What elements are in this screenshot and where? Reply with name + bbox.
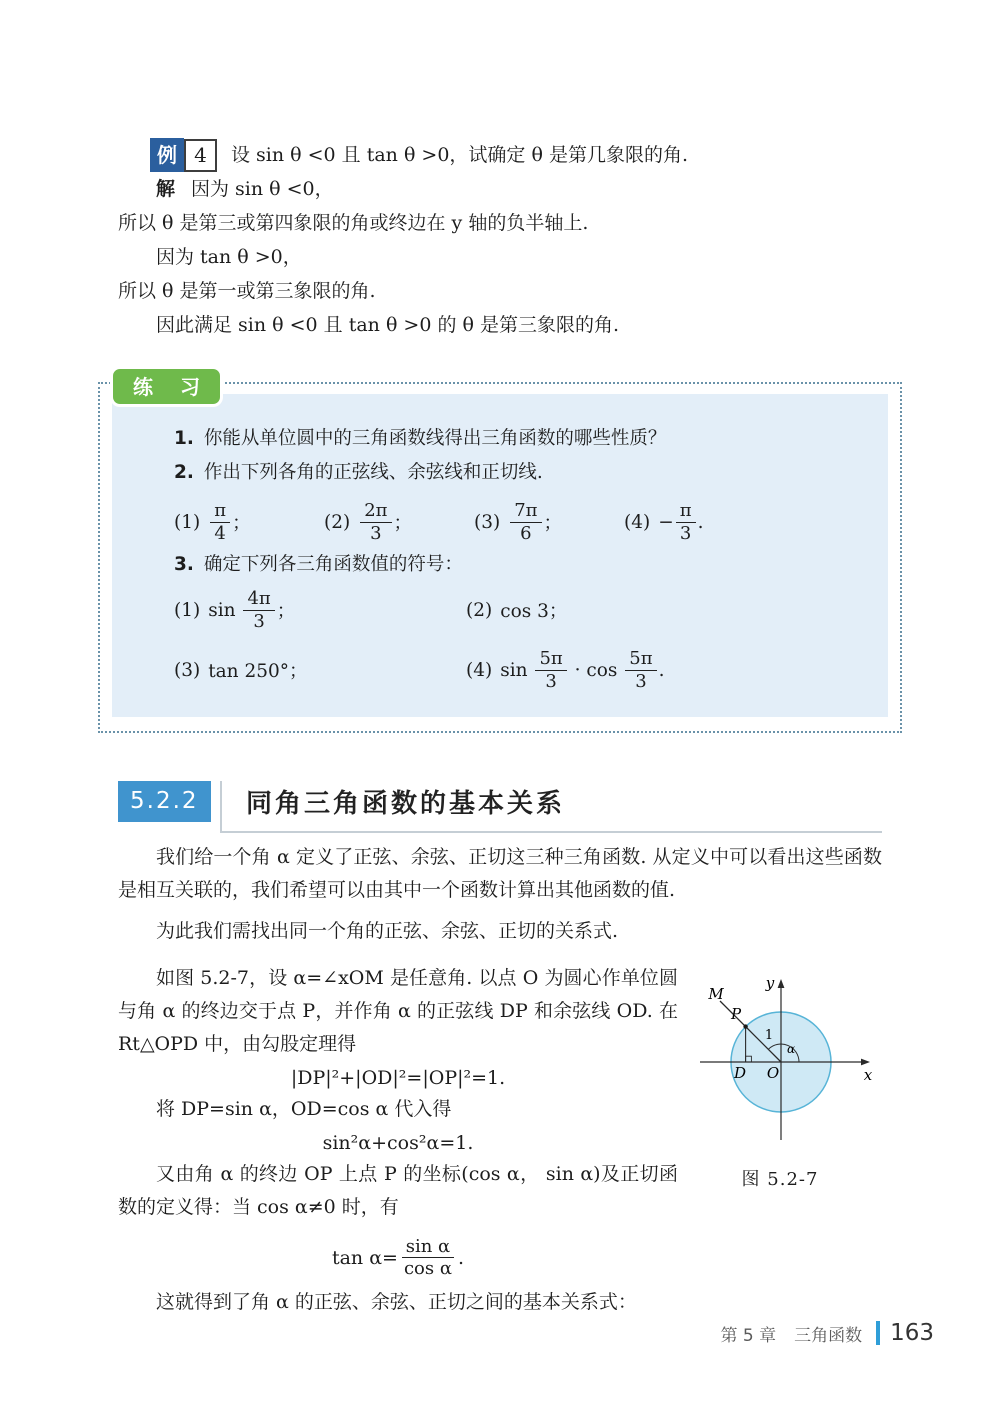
label-y: y	[765, 973, 775, 992]
unit-circle-figure	[678, 962, 882, 1147]
q1-number: 1.	[174, 428, 194, 449]
section-number-badge: 5.2.2	[118, 781, 211, 822]
y-axis-arrow-icon	[778, 979, 785, 988]
q2-item-3: (3) $\frac{7\pi}{6}$ ；	[474, 500, 563, 544]
q2-item-1-label: (1)	[174, 511, 201, 533]
q2-text: 作出下列各角的正弦线、余弦线和正切线.	[203, 462, 543, 483]
fraction: $\frac{\text{sin α}}{\text{cos α}}$	[400, 1236, 456, 1280]
paragraph-5: 又由角 α 的终边 OP 上点 P 的坐标(cos α， sin α)及正切函数的定义得：当 cos α≠0 时，有	[118, 1162, 678, 1218]
minus-sign: −	[658, 511, 674, 533]
q3-item-2: (2) cos 3；	[466, 599, 568, 623]
paragraph-1: 我们给一个角 α 定义了正弦、余弦、正切这三种三角函数. 从定义中可以看出这些函数是相互关联的，我们希望可以由其中一个函数计算出其他函数的值.	[118, 845, 882, 901]
q1-text: 你能从单位圆中的三角函数线得出三角函数的哪些性质？	[203, 428, 667, 449]
paragraph-2: 为此我们需找出同一个角的正弦、余弦、正切的关系式.	[156, 919, 619, 942]
fraction: $\frac{\pi}{3}$	[676, 500, 696, 544]
formula-pythagoras: |DP|²+|OD|²=|OP|²=1.	[290, 1066, 506, 1089]
example-block	[118, 0, 882, 342]
two-column-region	[118, 962, 882, 1319]
section-title-wrap	[220, 781, 882, 833]
solution-text-1: 因为 sin θ <0，	[191, 178, 334, 200]
q3-text: 确定下列各三角函数值的符号：	[203, 554, 463, 576]
fraction: $\frac{\pi}{4}$	[210, 500, 230, 544]
example-number: 4	[184, 139, 217, 172]
multiplication-dot: ·	[574, 659, 581, 681]
text-column	[118, 962, 678, 1319]
q2-item-4: (4) − $\frac{\pi}{3}$ .	[624, 500, 704, 544]
tan-lhs: tan α=	[331, 1246, 398, 1269]
label-x: x	[863, 1065, 873, 1084]
q2-item-1: (1) $\frac{\pi}{4}$ ；	[174, 500, 251, 544]
page-number: 163	[890, 1320, 934, 1346]
practice-box	[112, 394, 888, 717]
q3-number: 3.	[174, 554, 194, 576]
q2-number: 2.	[174, 462, 194, 483]
paragraph-4: 将 DP=sin α，OD=cos α 代入得	[156, 1097, 452, 1120]
solution-line-5: 因此满足 sin θ <0 且 tan θ >0 的 θ 是第三象限的角.	[156, 314, 620, 336]
figure-column	[678, 962, 882, 1319]
practice-question-2	[174, 458, 860, 488]
q3-items-grid	[174, 588, 860, 692]
q2-item-3-label: (3)	[474, 511, 501, 533]
solution-label: 解	[156, 178, 176, 200]
paragraph-3: 如图 5.2-7，设 α=∠xOM 是任意角. 以点 O 为圆心作单位圆与角 α 的终边交于点 P，并作角 α 的正弦线 DP 和余弦线 OD. 在 Rt△OPD 中，由勾股定理得	[118, 966, 678, 1055]
fraction: $\frac{4\pi}{3}$	[243, 588, 274, 632]
practice-tab: 练 习	[110, 366, 223, 407]
section-title: 同角三角函数的基本关系	[246, 788, 566, 819]
formula-tangent: tan α= $\frac{\text{sin α}}{\text{cos α}}$ .	[331, 1235, 465, 1280]
footer-chapter: 第 5 章	[720, 1325, 777, 1346]
label-P: P	[730, 1004, 742, 1023]
q3-item-1: (1) sin $\frac{4\pi}{3}$ ；	[174, 588, 296, 632]
page-number-divider	[876, 1321, 880, 1345]
example-problem-line	[150, 138, 882, 172]
formula-identity: sin²α+cos²α=1.	[322, 1131, 474, 1154]
section-heading	[118, 781, 882, 833]
label-D: D	[733, 1063, 747, 1082]
x-axis-arrow-icon	[861, 1058, 870, 1065]
solution-line-1	[118, 172, 882, 206]
fraction: $\frac{7\pi}{6}$	[510, 500, 541, 544]
point-P-dot	[743, 1024, 747, 1028]
practice-question-3	[174, 550, 860, 580]
solution-line-3: 因为 tan θ >0，	[156, 246, 302, 268]
fraction: $\frac{5\pi}{3}$	[535, 648, 566, 692]
q2-item-4-label: (4)	[624, 511, 651, 533]
label-alpha: α	[786, 1041, 796, 1056]
practice-section	[98, 375, 902, 733]
example-problem-text: 设 sin θ <0 且 tan θ >0，试确定 θ 是第几象限的角.	[231, 144, 688, 166]
q3-item-4: (4) sin $\frac{5\pi}{3}$ · cos $\frac{5\pi}{3}$ .	[466, 648, 665, 692]
fraction: $\frac{2\pi}{3}$	[360, 500, 391, 544]
label-O: O	[766, 1063, 780, 1082]
q2-item-2: (2) $\frac{2\pi}{3}$ ；	[324, 500, 413, 544]
q3-item-3: (3) tan 250°；	[174, 659, 308, 683]
figure-caption: 图 5.2-7	[741, 1168, 819, 1190]
label-M: M	[708, 984, 724, 1003]
page-footer	[720, 1320, 934, 1346]
q2-item-2-label: (2)	[324, 511, 351, 533]
solution-line-2: 所以 θ 是第三或第四象限的角或终边在 y 轴的负半轴上.	[118, 212, 589, 234]
paragraph-6: 这就得到了角 α 的正弦、余弦、正切之间的基本关系式：	[156, 1290, 637, 1313]
footer-chapter-title: 三角函数	[794, 1325, 863, 1346]
label-radius-1: 1	[764, 1027, 774, 1043]
example-badge: 例	[150, 138, 184, 172]
fraction: $\frac{5\pi}{3}$	[625, 648, 656, 692]
q2-items-row	[174, 500, 860, 544]
solution-line-4: 所以 θ 是第一或第三象限的角.	[118, 280, 376, 302]
practice-question-1	[174, 424, 860, 454]
